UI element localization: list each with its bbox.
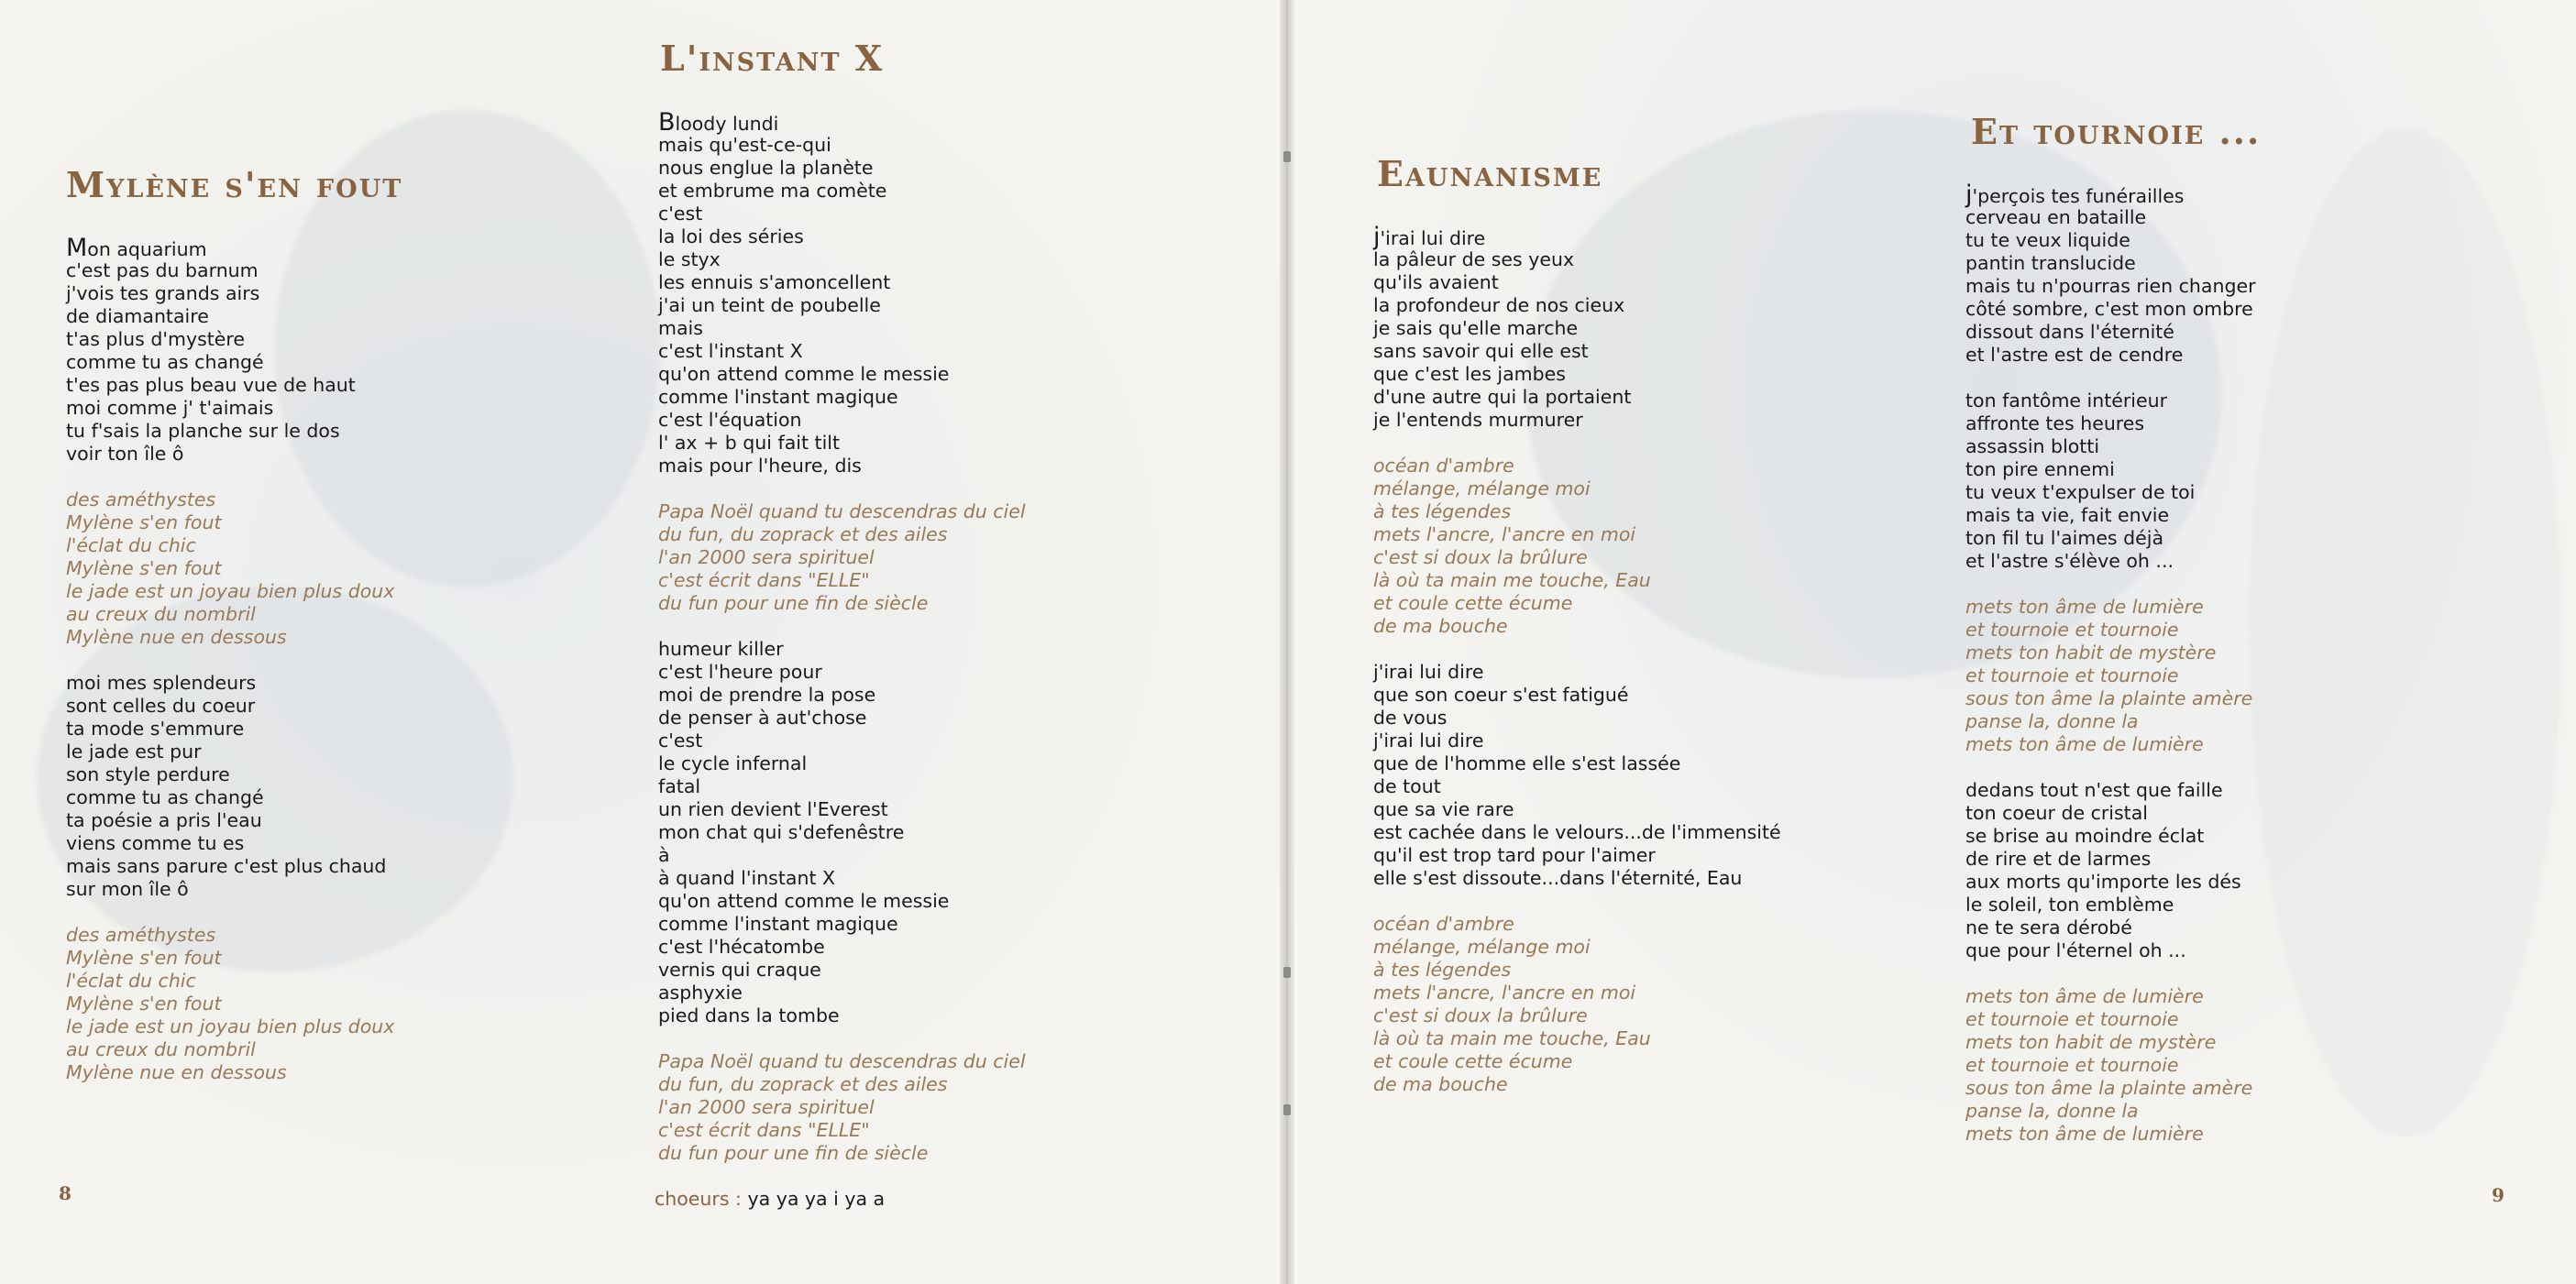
lyric-line: est cachée dans le velours...de l'immensité [1373,821,1781,843]
chorus-lyric-line: océan d'ambre [1373,455,1514,477]
page-number-right: 9 [2492,1184,2504,1206]
chorus-lyric-line: de ma bouche [1373,615,1508,637]
lyric-line: mon chat qui s'defenêstre [658,821,905,843]
lyric-line: de rire et de larmes [1965,848,2152,870]
chorus-lyric-line: mets ton âme de lumière [1965,1123,2204,1145]
lyric-line: comme l'instant magique [658,386,898,408]
lyric-line: c'est l'hécatombe [658,936,825,958]
chorus-lyric-line: à tes légendes [1373,959,1512,981]
staple-bottom [1283,1104,1291,1115]
lyric-line: la profondeur de nos cieux [1373,294,1625,316]
lyric-line: que de l'homme elle s'est lassée [1373,752,1681,774]
lyric-line: dedans tout n'est que faille [1965,779,2223,801]
chorus-lyric-line: l'éclat du chic [66,534,196,556]
staple-middle [1283,967,1291,978]
chorus-lyric-line: du fun, du zoprack et des ailes [658,1073,948,1095]
lyric-line: voir ton île ô [66,443,184,465]
lyric-line: comme tu as changé [66,351,264,373]
lyric-line: c'est l'instant X [658,340,803,362]
chorus-lyric-line: mets ton âme de lumière [1965,596,2204,618]
lyric-line: je sais qu'elle marche [1373,317,1579,339]
lyric-line: moi mes splendeurs [66,672,257,694]
song-title-instant-x: L'instant X [660,38,885,79]
lyric-line: c'est [658,203,703,225]
chorus-lyric-line: l'an 2000 sera spirituel [658,1096,875,1118]
lyric-line: j'ai un teint de poubelle [658,294,881,316]
chorus-text: ya ya ya i ya a [747,1188,886,1210]
chorus-lyric-line: et coule cette écume [1373,592,1573,614]
chorus-lyric-line: c'est écrit dans "ELLE" [658,569,870,591]
chorus-lyric-line: et tournoie et tournoie [1965,1008,2179,1030]
lyric-line: moi de prendre la pose [658,684,876,706]
stanza-break [658,615,1026,638]
lyrics-instant-x [658,108,1026,1165]
chorus-lyric-line: mets ton âme de lumière [1965,985,2204,1007]
chorus-label: choeurs : [655,1188,742,1210]
lyric-line: que c'est les jambes [1373,363,1566,385]
lyric-line: j'irai lui dire [1373,223,1486,251]
chorus-lyric-line: mets l'ancre, l'ancre en moi [1373,523,1636,545]
lyric-line: Bloody lundi [658,108,779,137]
chorus-lyric-line: des améthystes [66,924,216,946]
chorus-lyric-line: là où ta main me touche, Eau [1373,569,1651,591]
lyric-line: c'est [658,730,703,752]
lyric-line: le jade est pur [66,741,202,763]
lyric-line: se brise au moindre éclat [1965,825,2205,847]
lyric-line: aux morts qu'importe les dés [1965,871,2241,893]
lyric-line: comme l'instant magique [658,913,898,935]
chorus-lyric-line: mélange, mélange moi [1373,936,1591,958]
chorus-lyric-line: Papa Noël quand tu descendras du ciel [658,500,1026,522]
chorus-lyric-line: de ma bouche [1373,1073,1508,1095]
lyric-line: ta mode s'emmure [66,718,245,740]
song-title-et-tournoie: Et tournoie ... [1971,111,2262,152]
lyric-line: le styx [658,248,721,270]
lyric-line: la pâleur de ses yeux [1373,248,1575,270]
chorus-lyric-line: à tes légendes [1373,500,1512,522]
stanza-break [1965,367,2256,390]
stanza-break [658,1027,1026,1050]
lyric-line: comme tu as changé [66,786,264,808]
lyric-line: à quand l'instant X [658,867,836,889]
chorus-lyric-line: Mylène s'en fout [66,511,222,533]
chorus-lyric-line: des améthystes [66,488,216,510]
lyric-line: qu'ils avaient [1373,271,1499,293]
lyric-line: le cycle infernal [658,752,808,774]
lyric-line: ton coeur de cristal [1965,802,2148,824]
lyric-line: viens comme tu es [66,832,245,854]
chorus-lyric-line: Papa Noël quand tu descendras du ciel [658,1050,1026,1072]
lyric-line: mais ta vie, fait envie [1965,504,2170,526]
lyric-line: assassin blotti [1965,435,2100,457]
lyric-line: ta poésie a pris l'eau [66,809,262,831]
chorus-lyric-line: et tournoie et tournoie [1965,619,2179,641]
chorus-lyric-line: mets l'ancre, l'ancre en moi [1373,982,1636,1004]
lyric-line: que son coeur s'est fatigué [1373,684,1629,706]
chorus-lyric-line: mets ton habit de mystère [1965,1031,2217,1053]
chorus-lyric-line: océan d'ambre [1373,913,1514,935]
lyric-line: pantin translucide [1965,252,2136,274]
lyric-line: son style perdure [66,763,230,785]
lyric-line: sur mon île ô [66,878,189,900]
chorus-lyric-line: du fun, du zoprack et des ailes [658,523,948,545]
stanza-break [1373,890,1781,913]
lyric-line: t'as plus d'mystère [66,328,246,350]
chorus-lyric-line: c'est si doux la brûlure [1373,1004,1588,1026]
lyric-line: asphyxie [658,982,743,1004]
lyric-line: sont celles du coeur [66,695,256,717]
lyric-line: ton fantôme intérieur [1965,390,2168,412]
background-shadow-right [2250,128,2561,1136]
lyric-line: de penser à aut'chose [658,707,867,729]
chorus-lyric-line: au creux du nombril [66,1038,256,1060]
lyric-line: qu'il est trop tard pour l'aimer [1373,844,1656,866]
chorus-line [655,1188,885,1210]
chorus-lyric-line: panse la, donne la [1965,1100,2139,1122]
chorus-lyric-line: le jade est un joyau bien plus doux [66,1015,395,1037]
chorus-lyric-line: et tournoie et tournoie [1965,1054,2179,1076]
chorus-lyric-line: mets ton habit de mystère [1965,642,2217,664]
lyric-line: nous englue la planète [658,157,874,179]
chorus-lyric-line: l'éclat du chic [66,970,196,992]
chorus-lyric-line: là où ta main me touche, Eau [1373,1027,1651,1049]
chorus-lyric-line: du fun pour une fin de siècle [658,592,929,614]
lyric-line: la loi des séries [658,225,804,247]
chorus-lyric-line: Mylène s'en fout [66,947,222,969]
lyric-line: j'perçois tes funérailles [1965,181,2185,209]
lyric-line: affronte tes heures [1965,412,2145,434]
lyric-line: de vous [1373,707,1448,729]
lyric-line: t'es pas plus beau vue de haut [66,374,356,396]
lyrics-et-tournoie [1965,183,2256,1146]
stanza-break [1965,573,2256,596]
lyric-line: fatal [658,775,701,797]
book-gutter [1280,0,1294,1284]
stanza-break [66,466,394,488]
lyric-line: vernis qui craque [658,959,821,981]
lyric-line: j'irai lui dire [1373,730,1484,752]
chorus-lyric-line: sous ton âme la plainte amère [1965,1077,2253,1099]
lyric-line: un rien devient l'Everest [658,798,888,820]
lyric-line: côté sombre, c'est mon ombre [1965,298,2253,320]
lyric-line: tu te veux liquide [1965,229,2130,251]
lyric-line: c'est l'heure pour [658,661,822,683]
stanza-break [1965,756,2256,779]
stanza-break [1373,638,1781,661]
lyric-line: d'une autre qui la portaient [1373,386,1632,408]
chorus-lyric-line: Mylène s'en fout [66,557,222,579]
lyric-line: qu'on attend comme le messie [658,890,950,912]
lyric-line: c'est pas du barnum [66,259,259,281]
lyric-line: qu'on attend comme le messie [658,363,950,385]
lyric-line: sans savoir qui elle est [1373,340,1589,362]
chorus-lyric-line: mélange, mélange moi [1373,477,1591,499]
lyric-line: j'vois tes grands airs [66,282,260,304]
stanza-break [66,649,394,672]
lyric-line: dissout dans l'éternité [1965,321,2174,343]
lyric-line: mais pour l'heure, dis [658,455,862,477]
lyric-line: et l'astre s'élève oh ... [1965,550,2174,572]
lyric-line: mais tu n'pourras rien changer [1965,275,2256,297]
chorus-lyric-line: et coule cette écume [1373,1050,1573,1072]
lyrics-mylene [66,236,394,1084]
lyric-line: pied dans la tombe [658,1004,840,1026]
stanza-break [658,477,1026,500]
lyric-line: humeur killer [658,638,784,660]
lyrics-eaunanisme [1373,225,1781,1096]
lyric-line: cerveau en bataille [1965,206,2147,228]
chorus-lyric-line: Mylène nue en dessous [66,1061,287,1083]
stanza-break [1965,962,2256,985]
lyric-line: mais [658,317,703,339]
lyric-line: ton fil tu l'aimes déjà [1965,527,2164,549]
stanza-break [66,901,394,924]
lyric-line: de tout [1373,775,1441,797]
song-title-mylene: Mylène s'en fout [66,164,403,205]
lyric-line: je l'entends murmurer [1373,409,1583,431]
lyric-line: mais sans parure c'est plus chaud [66,855,387,877]
lyric-line: et embrume ma comète [658,180,887,202]
chorus-lyric-line: c'est écrit dans "ELLE" [658,1119,870,1141]
lyric-line: tu f'sais la planche sur le dos [66,420,340,442]
lyric-line: à [658,844,670,866]
lyric-line: tu veux t'expulser de toi [1965,481,2196,503]
page-number-left: 8 [59,1182,72,1204]
lyric-line: le soleil, ton emblème [1965,894,2174,916]
chorus-lyric-line: l'an 2000 sera spirituel [658,546,875,568]
lyric-line: et l'astre est de cendre [1965,344,2184,366]
chorus-lyric-line: sous ton âme la plainte amère [1965,687,2253,709]
lyric-line: elle s'est dissoute...dans l'éternité, Eau [1373,867,1743,889]
chorus-lyric-line: et tournoie et tournoie [1965,664,2179,686]
lyric-line: que sa vie rare [1373,798,1514,820]
staple-top [1283,151,1291,162]
lyric-line: l' ax + b qui fait tilt [658,432,840,454]
chorus-lyric-line: au creux du nombril [66,603,256,625]
chorus-lyric-line: mets ton âme de lumière [1965,733,2204,755]
lyric-line: ne te sera dérobé [1965,916,2132,938]
lyric-line: mais qu'est-ce-qui [658,134,831,156]
lyric-line: que pour l'éternel oh ... [1965,939,2186,961]
lyric-line: Mon aquarium [66,234,207,262]
chorus-lyric-line: Mylène nue en dessous [66,626,287,648]
chorus-lyric-line: le jade est un joyau bien plus doux [66,580,395,602]
chorus-lyric-line: panse la, donne la [1965,710,2139,732]
lyric-line: moi comme j' t'aimais [66,397,274,419]
lyric-line: ton pire ennemi [1965,458,2115,480]
song-title-eaunanisme: Eaunanisme [1377,153,1603,194]
chorus-lyric-line: c'est si doux la brûlure [1373,546,1588,568]
chorus-lyric-line: du fun pour une fin de siècle [658,1142,929,1164]
lyric-line: c'est l'équation [658,409,802,431]
lyric-line: j'irai lui dire [1373,661,1484,683]
lyric-line: les ennuis s'amoncellent [658,271,891,293]
stanza-break [1373,432,1781,455]
lyric-line: de diamantaire [66,305,209,327]
chorus-lyric-line: Mylène s'en fout [66,993,222,1015]
